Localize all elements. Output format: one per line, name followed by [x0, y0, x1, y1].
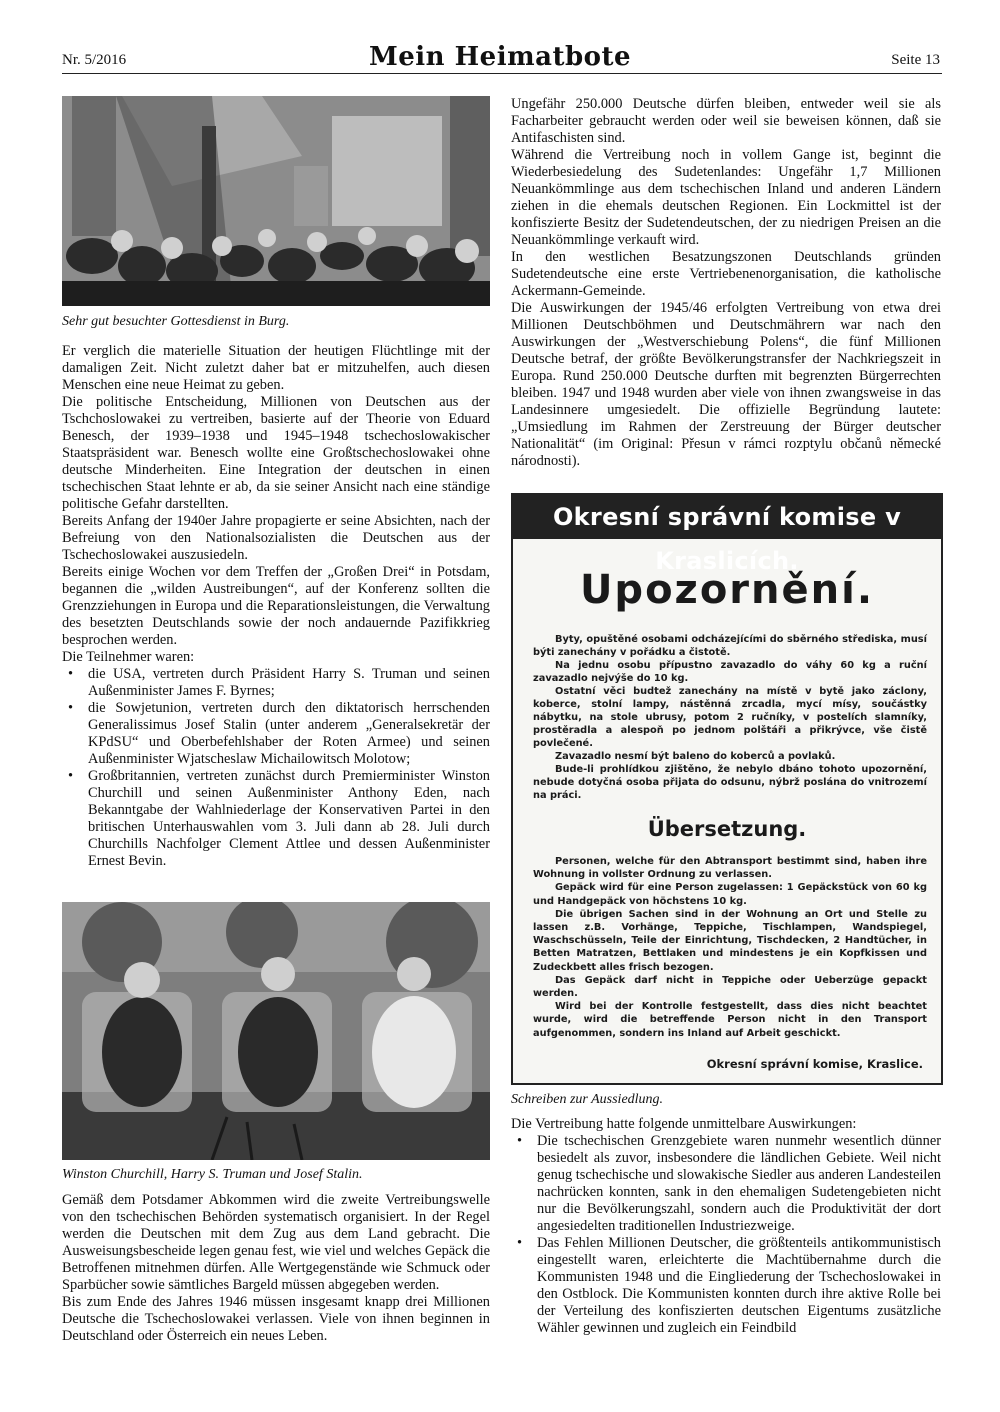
paragraph: Bis zum Ende des Jahres 1946 müssen insgesamt knapp drei Millionen Deutsche die Tschechoslowakei verlassen. Viele von ihnen beginnen in Deutschland oder Österreich ein neues Leben. — [62, 1294, 490, 1344]
big-three-caption: Winston Churchill, Harry S. Truman und Josef Stalin. — [62, 1167, 363, 1182]
left-column-text-2 — [62, 1192, 490, 1345]
paragraph: Die Auswirkungen der 1945/46 erfolgten Vertreibung von etwa drei Millionen Deutschböhmen und Deutschmährern war nach den Auswirkungen der „Westverschiebung Polens“, die fünf Millionen Deutsche betraf, der größte Bevölkerungstransfer der Nachkriegszeit in Europa. Rund 250.000 Deutsche durften mit begrenzten Bürgerrechten bleiben. 1947 und 1948 wurden aber viele von ihnen zwangsweise in das Landesinnere umgesiedelt. Die offizielle Begründung lautete: „Umsiedlung im Rahmen der Zerstreuung der Bürger deutscher Nationalität“ (im Original: Přesun v rámci rozptylu občanů německé národnosti). — [511, 300, 941, 469]
header-page: Seite 13 — [891, 52, 940, 68]
left-column-text — [62, 343, 490, 870]
paragraph: Ungefähr 250.000 Deutsche dürfen bleiben, entweder weil sie als Facharbeiter gebraucht werden oder weil sie beweisen können, daß sie Antifaschisten sind. — [511, 96, 941, 146]
notice-line: Ostatní věci budtež zanechány na místě v bytě jako záclony, koberce, stolní lampy, nástěnná zrcadla, mycí mísy, součástky nábytku, na stole ubrusy, potom 2 ručníky, v postelích slamníky, prostěradla a alespoň po jednom polštáři a přikrývce, vše čistě povlečené. — [533, 686, 927, 749]
notice-line: Personen, welche für den Abtransport bestimmt sind, haben ihre Wohnung in vollster Ordnung zu verlassen. — [533, 856, 927, 881]
church-service-photo — [62, 96, 490, 306]
paragraph: Bereits einige Wochen vor dem Treffen der „Großen Drei“ in Potsdam, begannen die „wilden Austreibungen“, auf der Konferenz sollten die Grenzziehungen in Europa und die Reparationsleistungen, die Verwaltung des besetzten Deutschlands sowie der noch andauernde Pazifikkrieg besprochen werden. — [62, 564, 490, 648]
notice-line: Das Gepäck darf nicht in Teppiche oder Ueberzüge gepackt werden. — [533, 974, 927, 1000]
effects-list — [511, 1133, 941, 1337]
paragraph: Während die Vertreibung noch in vollem Gange ist, beginnt die Wiederbesiedelung des Sudetenlandes: Ungefähr 1,7 Millionen Neuankömmlinge aus dem tschechischen Inland und anderen Ländern ziehen in die ehemals deutschen Regionen. Ein Lockmittel ist der konfiszierte Besitz der Sudetendeutschen, der zu niedrigen Preisen an die Neuankömmlinge verkauft wird. — [511, 147, 941, 248]
paragraph: Er verglich die materielle Situation der heutigen Flüchtlinge mit der damaligen Zeit. Nicht zuletzt daher bat er mitzuhelfen, auch diesen Menschen eine neue Heimat zu geben. — [62, 343, 490, 393]
right-column-text — [511, 96, 941, 470]
notice-german-text — [533, 855, 927, 1040]
masthead: Mein Heimatbote — [368, 42, 632, 72]
notice-caption: Schreiben zur Aussiedlung. — [511, 1092, 664, 1107]
notice-line: Na jednu osobu přípustno zavazadlo do váhy 60 kg a ruční zavazadlo nejvýše do 10 kg. — [533, 660, 927, 684]
paragraph: In den westlichen Besatzungszonen Deutschlands gründen Sudetendeutsche eine erste Vertriebenenorganisation, die katholische Ackermann-Gemeinde. — [511, 249, 941, 299]
list-item: • Das Fehlen Millionen Deutscher, die größtenteils antikommunistisch eingestellt waren, erleichterte die Machtübernahme durch die Kommunisten 1948 und die Eingliederung der Tschechoslowakei in den Ostblock. Die Kommunisten konnten durch ihre aktive Rolle bei der Verteilung des konfiszierten deutschen Eigentums zusätzliche Wähler gewinnen und zugleich ein Feindbild — [537, 1235, 941, 1337]
paragraph: Bereits Anfang der 1940er Jahre propagierte er seine Absichten, nach der Befreiung von den Nationalsozialisten die Deutschen aus der Tschechoslowakei auszusiedeln. — [62, 513, 490, 563]
notice-heading: Upozornění. — [579, 567, 875, 613]
notice-line: Gepäck wird für eine Person zugelassen: 1 Gepäckstück von 60 kg und Handgepäck von höchstens 10 kg. — [533, 882, 927, 907]
participants-list — [62, 666, 490, 870]
notice-band: Okresní správní komise v Kraslicích. — [513, 495, 941, 539]
notice-line: Die übrigen Sachen sind in der Wohnung an Ort und Stelle zu lassen z.B. Vorhänge, Teppiche, Tischlampen, Wandspiegel, Waschschüsseln, Teile der Einrichtung, Tischdecken, 2 Handtücher, in Betten Matratzen, Bettlaken und mindestens je ein Kopfkissen und Zudeckbett alles frisch bezogen. — [533, 908, 927, 973]
notice-line: Bude-li prohlídkou zjištěno, že nebylo dbáno tohoto upozornění, nebude dotyčná osoba přijata do odsunu, nýbrž poslána do vnitrozemí na práci. — [533, 764, 927, 801]
right-column-text-2 — [511, 1116, 941, 1337]
list-item: • die Sowjetunion, vertreten durch den diktatorisch herrschenden Generalissimus Josef Stalin (unter anderem „Generalsekretär der KPdSU“ und Oberbefehlshaber der Roten Armee) und seinen Außenminister Wjatscheslaw Michailowitsch Molotow; — [88, 700, 490, 768]
expulsion-notice — [511, 493, 943, 1085]
church-photo-caption: Sehr gut besuchter Gottesdienst in Burg. — [62, 314, 290, 329]
paragraph: Die Teilnehmer waren: — [62, 649, 195, 665]
paragraph: Gemäß dem Potsdamer Abkommen wird die zweite Vertreibungswelle von den tschechischen Behörden systematisch organisiert. In der Regel werden die Deutschen mit dem Zug aus dem Land gebracht. Die Ausweisungsbescheide legen genau fest, wie viel und welches Gepäck die Betroffenen mitnehmen dürfen. Alle Wertgegenstände wie Schmuck oder Sparbücher sowie sämtliches Bargeld müssen abgegeben werden. — [62, 1192, 490, 1293]
header-issue: Nr. 5/2016 — [62, 52, 127, 68]
big-three-photo — [62, 902, 490, 1160]
list-item: • Großbritannien, vertreten zunächst durch Premierminister Winston Churchill und seinen Außenminister Anthony Eden, nach Bekanntgabe der Wahlniederlage der Konservativen Partei in den britischen Unterhauswahlen vom 3. Juli dann ab 28. Juli durch Churchills Nachfolger Clement Attlee und dessen Außenminister Ernest Bevin. — [88, 768, 490, 870]
notice-subheading: Übersetzung. — [647, 817, 807, 841]
notice-line: Wird bei der Kontrolle festgestellt, dass dies nicht beachtet wurde, wird die betreffende Person nicht in den Transport aufgenommen, sondern ins Inland auf Arbeit geschickt. — [533, 1001, 927, 1039]
list-item: • die USA, vertreten durch Präsident Harry S. Truman und seinen Außenminister James F. Byrnes; — [88, 666, 490, 700]
header-rule — [62, 73, 942, 74]
paragraph: Die politische Entscheidung, Millionen von Deutschen aus der Tschchoslowakei zu vertreiben, basierte auf der Theorie von Eduard Benesch, der 1939–1938 und 1945–1948 tschechoslowakischer Staatspräsident war. Benesch wollte eine Großtschechoslowakei ohne deutsche Minderheiten. Eine Integration der deutschen in einen tschechischen Staat lehnte er ab, da sie seiner Ansicht nach eine ständige politische Gefahr darstellten. — [62, 394, 490, 512]
notice-line: Zavazadlo nesmí být baleno do koberců a povlaků. — [555, 751, 836, 762]
notice-czech-text — [533, 633, 927, 802]
notice-line: Byty, opuštěné osobami odcházejícími do sběrného střediska, musí býti zanechány v pořádku a čistotě. — [533, 634, 927, 658]
notice-signature: Okresní správní komise, Kraslice. — [706, 1057, 923, 1071]
paragraph: Die Vertreibung hatte folgende unmittelbare Auswirkungen: — [511, 1116, 857, 1132]
list-item: • Die tschechischen Grenzgebiete waren nunmehr wesentlich dünner besiedelt als zuvor, insbesondere die ländlichen Gebiete. Weil nicht genug tschechische und slowakische Siedler aus anderen Landesteilen nachrücken konnten, sank in den ehemaligen Sudetengebieten nicht nur die Bevölkerungszahl, sondern auch die Produktivität der dort angesiedelten traditionellen Industriezweige. — [537, 1133, 941, 1235]
